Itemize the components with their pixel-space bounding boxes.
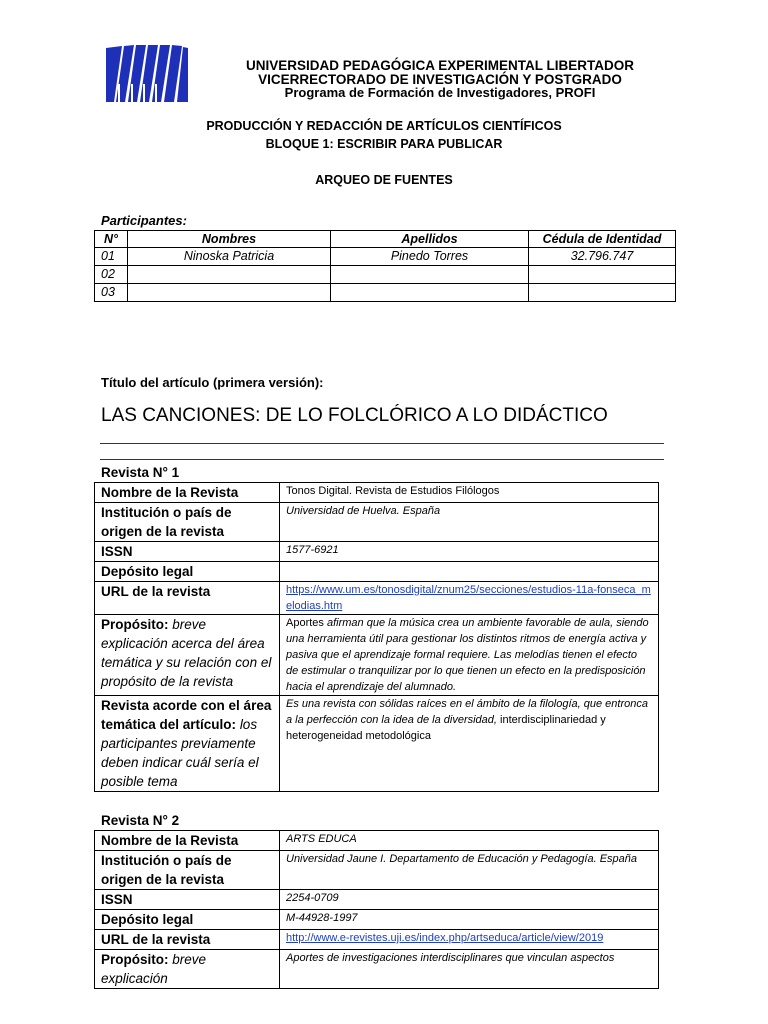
vice-rectorate: VICERRECTORADO DE INVESTIGACIÓN Y POSTGRADO bbox=[258, 72, 622, 87]
table-header-row bbox=[95, 231, 676, 248]
row-key bbox=[95, 696, 280, 792]
row-value bbox=[280, 582, 659, 615]
key-bold: Propósito: bbox=[101, 952, 169, 967]
col-nombres: Nombres bbox=[128, 231, 331, 248]
row-value: Aportes de investigaciones interdisciplinares que vinculan aspectos bbox=[280, 950, 659, 989]
key-italic: los participantes previamente deben indicar cuál sería el posible tema bbox=[101, 717, 259, 789]
row-value: ARTS EDUCA bbox=[280, 831, 659, 851]
cell-cedula bbox=[529, 284, 676, 302]
row-key: Depósito legal bbox=[95, 910, 280, 930]
table-row bbox=[95, 851, 659, 890]
row-value bbox=[280, 562, 659, 582]
row-key: ISSN bbox=[95, 890, 280, 910]
col-cedula: Cédula de Identidad bbox=[529, 231, 676, 248]
row-value bbox=[280, 483, 659, 503]
cell-nombres bbox=[128, 266, 331, 284]
participants-label: Participantes: bbox=[101, 213, 187, 228]
table-row bbox=[95, 950, 659, 989]
cell-number: 01 bbox=[95, 248, 128, 266]
block-title: BLOQUE 1: ESCRIBIR PARA PUBLICAR bbox=[265, 137, 503, 151]
table-row bbox=[95, 542, 659, 562]
row-key: Institución o país de origen de la revista bbox=[95, 503, 280, 542]
key-italic: breve explicación bbox=[101, 952, 207, 986]
table-row bbox=[95, 831, 659, 851]
article-title-label: Título del artículo (primera versión): bbox=[101, 375, 324, 390]
table-row bbox=[95, 483, 659, 503]
table-row bbox=[95, 562, 659, 582]
table-row bbox=[95, 696, 659, 792]
row-value bbox=[280, 930, 659, 950]
revista-name: Tonos Digital. Revista de Estudios Filólogos bbox=[286, 485, 500, 497]
university-name: UNIVERSIDAD PEDAGÓGICA EXPERIMENTAL LIBERTADOR bbox=[245, 58, 635, 73]
table-row bbox=[95, 930, 659, 950]
cell-apellidos bbox=[331, 284, 529, 302]
col-number: N° bbox=[95, 231, 128, 248]
row-value: 2254-0709 bbox=[280, 890, 659, 910]
cell-number: 03 bbox=[95, 284, 128, 302]
table-row bbox=[95, 910, 659, 930]
cell-apellidos: Pinedo Torres bbox=[331, 248, 529, 266]
col-apellidos: Apellidos bbox=[331, 231, 529, 248]
revista-1-table bbox=[94, 482, 659, 792]
cell-nombres bbox=[128, 284, 331, 302]
value-normal: interdisciplinariedad y heterogeneidad metodológica bbox=[286, 714, 606, 742]
underline-1 bbox=[100, 443, 664, 444]
row-key: URL de la revista bbox=[95, 582, 280, 615]
cell-cedula bbox=[529, 266, 676, 284]
row-value: Universidad Jaune I. Departamento de Educación y Pedagogía. España bbox=[280, 851, 659, 890]
row-value bbox=[280, 615, 659, 696]
cell-apellidos bbox=[331, 266, 529, 284]
row-key: Nombre de la Revista bbox=[95, 483, 280, 503]
table-row bbox=[95, 503, 659, 542]
course-title: PRODUCCIÓN Y REDACCIÓN DE ARTÍCULOS CIENTÍFICOS bbox=[206, 119, 562, 133]
underline-2 bbox=[100, 459, 664, 460]
table-row bbox=[95, 248, 676, 266]
table-row bbox=[95, 266, 676, 284]
article-title: LAS CANCIONES: DE LO FOLCLÓRICO A LO DIDÁCTICO bbox=[101, 405, 608, 426]
cell-nombres: Ninoska Patricia bbox=[128, 248, 331, 266]
section-title: ARQUEO DE FUENTES bbox=[315, 173, 453, 187]
participants-table bbox=[94, 230, 676, 302]
revista-2-table bbox=[94, 830, 659, 989]
row-value: Universidad de Huelva. España bbox=[280, 503, 659, 542]
row-key bbox=[95, 615, 280, 696]
row-value bbox=[280, 696, 659, 792]
row-value: 1577-6921 bbox=[280, 542, 659, 562]
row-value: M-44928-1997 bbox=[280, 910, 659, 930]
cell-number: 02 bbox=[95, 266, 128, 284]
cell-cedula: 32.796.747 bbox=[529, 248, 676, 266]
key-bold: Propósito: bbox=[101, 617, 169, 632]
row-key: Institución o país de origen de la revista bbox=[95, 851, 280, 890]
key-italic: breve explicación acerca del área temática y su relación con el propósito de la revista bbox=[101, 617, 272, 689]
table-row bbox=[95, 615, 659, 696]
row-key: URL de la revista bbox=[95, 930, 280, 950]
table-row bbox=[95, 890, 659, 910]
program-name: Programa de Formación de Investigadores, PROFI bbox=[284, 85, 596, 100]
revista-1-label: Revista N° 1 bbox=[101, 465, 180, 480]
value-italic: Es una revista con sólidas raíces en el ámbito de la filología, que entronca a la perfección con la idea de la diversidad, bbox=[286, 698, 648, 726]
key-bold: Revista acorde con el área temática del artículo: bbox=[101, 698, 272, 732]
value-lead: Aportes bbox=[286, 617, 324, 629]
row-key: Depósito legal bbox=[95, 562, 280, 582]
table-row bbox=[95, 582, 659, 615]
value-rest: afirman que la música crea un ambiente favorable de aula, siendo una herramienta útil para gestionar los distintos ritmos de energía activa y pasiva que el aprendizaje formal requiere. Las melodías tienen el efecto de estimular o tranquilizar por lo que tienen un efecto en la predisposición hacia el aprendizaje del alumnado. bbox=[286, 617, 649, 693]
row-key bbox=[95, 950, 280, 989]
row-key: Nombre de la Revista bbox=[95, 831, 280, 851]
row-key: ISSN bbox=[95, 542, 280, 562]
table-row bbox=[95, 284, 676, 302]
revista-url-link[interactable]: https://www.um.es/tonosdigital/znum25/secciones/estudios-11a-fonseca_melodias.htm bbox=[286, 584, 651, 612]
revista-url-link[interactable]: http://www.e-revistes.uji.es/index.php/artseduca/article/view/2019 bbox=[286, 932, 604, 944]
revista-2-label: Revista N° 2 bbox=[101, 813, 180, 828]
